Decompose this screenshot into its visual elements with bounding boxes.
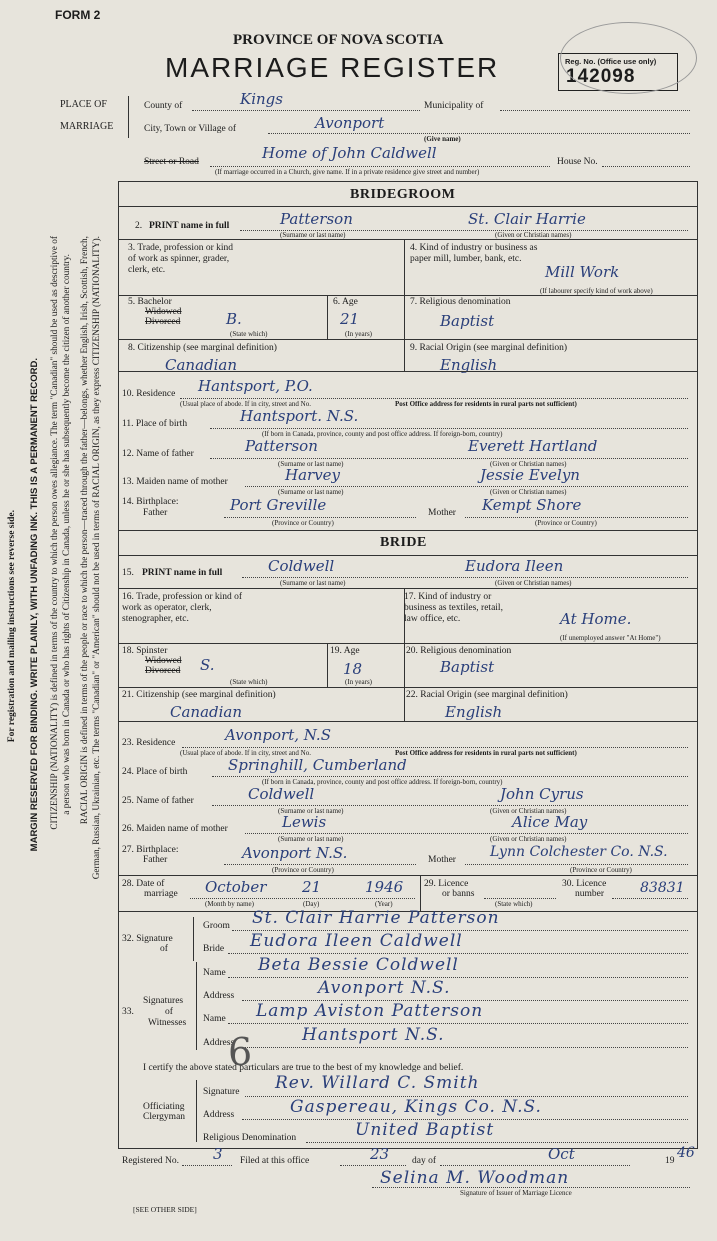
licence-label-2: or banns <box>442 889 475 899</box>
wit-label-2: of <box>165 1007 173 1017</box>
margin-line-6: German, Russian, Ukrainian, etc. The terms "Canadian" or "American" should not be used in terms of RACIAL ORIGIN, as they express CITIZENSHIP (NATIONALITY). <box>92 236 102 880</box>
clergy-religion: United Baptist <box>355 1120 495 1140</box>
certify-text: I certify the above stated particulars are true to the best of my knowledge and belief. <box>143 1063 464 1073</box>
witness2-address: Hantsport N.S. <box>302 1025 445 1045</box>
bride-bp-mother-cap: (Province or Country) <box>570 866 632 874</box>
marriage-date-label-1: 28. Date of <box>122 879 165 889</box>
bride-heading: BRIDE <box>380 535 427 550</box>
bride-mother-surname: Lewis <box>282 813 327 831</box>
bride-birthplace: Springhill, Cumberland <box>228 756 407 774</box>
bride-mother-surname-cap: (Surname or last name) <box>278 835 344 843</box>
marriage-month-cap: (Month by name) <box>205 900 254 908</box>
groom-bp-mother: Kempt Shore <box>482 496 582 514</box>
groom-signature: St. Clair Harrie Patterson <box>252 908 500 928</box>
bride-bp-mother: Lynn Colchester Co. N.S. <box>490 844 668 860</box>
groom-father-given: Everett Hartland <box>468 437 598 455</box>
bride-bp-father-label: Father <box>143 855 168 865</box>
groom-status-label-1: 5. Bachelor <box>128 297 172 307</box>
groom-name-label: PRINT name in full <box>149 221 230 231</box>
bride-state-cap: (State which) <box>230 678 268 686</box>
marriage-year-cap: (Year) <box>375 900 393 908</box>
filed-day: 23 <box>370 1145 390 1163</box>
bride-age-cap: (In years) <box>345 678 373 686</box>
groom-name-num: 2. <box>135 221 143 231</box>
street-label: Street or Road <box>144 157 199 167</box>
filed-month: Oct <box>548 1145 575 1163</box>
see-other-side: [SEE OTHER SIDE] <box>133 1205 197 1214</box>
wit-label-1: Signatures <box>143 996 184 1006</box>
groom-mother-given: Jessie Evelyn <box>480 466 580 484</box>
groom-industry-label: 4. Kind of industry or business as paper mill, lumber, bank, etc. <box>410 243 538 264</box>
wit1-address-label: Address <box>203 991 235 1001</box>
bride-industry-label: 17. Kind of industry or business as textiles, retail, law office, etc. <box>404 592 503 624</box>
bride-father-surname: Coldwell <box>248 785 315 803</box>
marriage-date-label-2: marriage <box>144 889 178 899</box>
groom-industry-cap: (If labourer specify kind of work above) <box>540 287 653 295</box>
bridegroom-heading: BRIDEGROOM <box>350 187 456 202</box>
street-value: Home of John Caldwell <box>262 144 437 162</box>
bride-status-label-3: Divorced <box>145 666 181 676</box>
city-label: City, Town or Village of <box>144 124 236 134</box>
wit2-address-label: Address <box>203 1038 235 1048</box>
clergy-label-1: Officiating <box>143 1102 185 1112</box>
groom-bp-father-label: Father <box>143 508 168 518</box>
bride-father-given-cap: (Given or Christian names) <box>490 807 567 815</box>
licence-no-label-2: number <box>575 889 605 899</box>
street-note: (If marriage occurred in a Church, give name. If in a private residence give street and number) <box>215 168 480 176</box>
house-label: House No. <box>557 157 598 167</box>
bride-given-cap: (Given or Christian names) <box>495 579 572 587</box>
groom-birthplace-cap: (If born in Canada, province, county and post office address. If foreign-born, country) <box>262 430 503 438</box>
licence-no-label-1: 30. Licence <box>562 879 607 889</box>
form-label: FORM 2 <box>55 8 101 22</box>
groom-age-label: 6. Age <box>333 297 358 307</box>
groom-sig-label: Groom <box>203 921 230 931</box>
sig-label-2: of <box>160 944 168 954</box>
wit2-name-label: Name <box>203 1014 226 1024</box>
bride-birthplace-cap: (If born in Canada, province, county and post office address. If foreign-born, country) <box>262 778 503 786</box>
place-heading-2: MARRIAGE <box>60 121 114 132</box>
groom-mother-label: 13. Maiden name of mother <box>122 477 228 487</box>
county-label: County of <box>144 101 183 111</box>
marriage-month: October <box>205 878 267 896</box>
sig-label-1: 32. Signature <box>122 934 173 944</box>
bride-mother-label: 26. Maiden name of mother <box>122 824 228 834</box>
bride-citizenship: Canadian <box>170 703 243 721</box>
bride-father-label: 25. Name of father <box>122 796 194 806</box>
clergy-religion-label: Religious Denomination <box>203 1133 297 1143</box>
bride-surname-cap: (Surname or last name) <box>280 579 346 587</box>
groom-mother-surname-cap: (Surname or last name) <box>278 488 344 496</box>
issuer-signature: Selina M. Woodman <box>380 1168 570 1188</box>
bride-bp-father-cap: (Province or Country) <box>272 866 334 874</box>
groom-given: St. Clair Harrie <box>468 210 586 228</box>
groom-age: 21 <box>340 310 360 328</box>
stamp-circle <box>560 22 697 94</box>
groom-trade-label: 3. Trade, profession or kind of work as spinner, grader, clerk, etc. <box>128 243 234 275</box>
groom-residence: Hantsport, P.O. <box>198 377 313 395</box>
reg-no-label: Reg. No. (Office use only) <box>565 57 657 66</box>
witness1-name: Beta Bessie Coldwell <box>258 955 459 975</box>
licence-label-1: 29. Licence <box>424 879 469 889</box>
groom-surname-cap: (Surname or last name) <box>280 231 346 239</box>
sig-brace <box>193 917 199 961</box>
groom-father-surname: Patterson <box>245 437 318 455</box>
groom-citizenship-label: 8. Citizenship (see marginal definition) <box>128 343 277 353</box>
licence-state-cap: (State which) <box>495 900 533 908</box>
bride-status-label-2: Widowed <box>145 656 182 666</box>
groom-status: B. <box>226 310 242 328</box>
groom-citizenship: Canadian <box>165 356 238 374</box>
marriage-year: 1946 <box>365 878 404 896</box>
registered-no: 3 <box>213 1145 223 1163</box>
licence-no: 83831 <box>640 880 685 896</box>
bride-racial-label: 22. Racial Origin (see marginal definition) <box>406 690 568 700</box>
margin-mark: 6 <box>228 1030 253 1074</box>
groom-religion: Baptist <box>440 312 495 330</box>
bride-residence-label: 23. Residence <box>122 738 176 748</box>
reg-no-value: 142098 <box>566 66 636 87</box>
bride-father-surname-cap: (Surname or last name) <box>278 807 344 815</box>
groom-bp-mother-cap: (Province or Country) <box>535 519 597 527</box>
groom-father-label: 12. Name of father <box>122 449 194 459</box>
bride-racial: English <box>445 703 503 721</box>
page-title: MARRIAGE REGISTER <box>165 52 500 83</box>
groom-bp-label: 14. Birthplace: <box>122 497 179 507</box>
clergy-brace <box>196 1080 202 1142</box>
bride-age: 18 <box>343 660 363 678</box>
groom-birthplace: Hantsport. N.S. <box>240 407 359 425</box>
margin-line-1: For registration and mailing instructions see reverse side. <box>7 510 17 743</box>
year-prefix: 19 <box>665 1156 675 1166</box>
clergy-sig-label: Signature <box>203 1087 240 1097</box>
bride-bp-father: Avonport N.S. <box>242 844 348 862</box>
municipality-label: Municipality of <box>424 101 484 111</box>
bride-trade-label: 16. Trade, profession or kind of work as operator, clerk, stenographer, etc. <box>122 592 243 624</box>
groom-mother-given-cap: (Given or Christian names) <box>490 488 567 496</box>
bride-name-label: PRINT name in full <box>142 568 223 578</box>
marriage-day: 21 <box>302 878 322 896</box>
groom-mother-surname: Harvey <box>285 466 341 484</box>
bride-birthplace-label: 24. Place of birth <box>122 767 188 777</box>
clergy-address: Gaspereau, Kings Co. N.S. <box>290 1097 542 1117</box>
groom-status-label-3: Divorced <box>145 317 181 327</box>
county-value: Kings <box>240 90 283 108</box>
bride-age-label: 19. Age <box>330 646 360 656</box>
bride-sig-label: Bride <box>203 944 225 954</box>
day-of-label: day of <box>412 1156 437 1166</box>
witness1-address: Avonport N.S. <box>318 978 451 998</box>
bride-religion-label: 20. Religious denomination <box>406 646 512 656</box>
groom-racial-label: 9. Racial Origin (see marginal definition) <box>410 343 568 353</box>
groom-father-surname-cap: (Surname or last name) <box>278 460 344 468</box>
groom-bp-father-cap: (Province or Country) <box>272 519 334 527</box>
year-suffix: 46 <box>677 1145 695 1161</box>
bride-residence-note-b: Post Office address for residents in rural parts not sufficient) <box>395 749 577 757</box>
registered-label: Registered No. <box>122 1156 179 1166</box>
groom-surname: Patterson <box>280 210 353 228</box>
city-value: Avonport <box>315 114 385 132</box>
groom-age-cap: (In years) <box>345 330 373 338</box>
wit1-name-label: Name <box>203 968 226 978</box>
bride-religion: Baptist <box>440 658 495 676</box>
margin-line-4: a person who was born in Canada or who has rights of Citizenship in Canada, unless he or she has subsequently become the citizen of another country. <box>62 254 72 815</box>
bride-industry-cap: (If unemployed answer "At Home") <box>560 634 661 642</box>
bride-bp-mother-label: Mother <box>428 855 456 865</box>
groom-residence-label: 10. Residence <box>122 389 176 399</box>
marriage-day-cap: (Day) <box>303 900 320 908</box>
groom-religion-label: 7. Religious denomination <box>410 297 511 307</box>
bride-name-num: 15. <box>122 568 134 578</box>
margin-line-3: CITIZENSHIP (NATIONALITY) is defined in terms of the country to which the person owes allegiance. The term "Canadian" should be used as descriptive of <box>50 236 60 830</box>
bride-citizenship-label: 21. Citizenship (see marginal definition) <box>122 690 276 700</box>
bride-residence-note-a: (Usual place of abode. If in city, street and No. <box>180 749 311 757</box>
groom-residence-note-b: Post Office address for residents in rural parts not sufficient) <box>395 400 577 408</box>
groom-bp-father: Port Greville <box>230 496 327 514</box>
bride-father-given: John Cyrus <box>500 785 584 803</box>
place-brace <box>128 96 134 138</box>
give-name-caption: (Give name) <box>424 135 461 143</box>
bride-signature: Eudora Ileen Caldwell <box>250 931 463 951</box>
clergy-signature: Rev. Willard C. Smith <box>275 1073 480 1093</box>
issuer-cap: Signature of Issuer of Marriage Licence <box>460 1189 572 1197</box>
groom-birthplace-label: 11. Place of birth <box>122 419 188 429</box>
place-heading-1: PLACE OF <box>60 99 107 110</box>
wit-label-3: Witnesses <box>148 1018 187 1028</box>
groom-residence-note-a: (Usual place of abode. If in city, street and No. <box>180 400 311 408</box>
groom-father-given-cap: (Given or Christian names) <box>490 460 567 468</box>
margin-line-2: MARGIN RESERVED FOR BINDING. WRITE PLAINLY, WITH UNFADING INK. THIS IS A PERMANENT RECORD. <box>29 358 40 852</box>
witness2-name: Lamp Aviston Patterson <box>256 1001 484 1021</box>
bride-surname: Coldwell <box>268 557 335 575</box>
groom-given-cap: (Given or Christian names) <box>495 231 572 239</box>
bride-industry: At Home. <box>560 610 632 628</box>
clergy-label-2: Clergyman <box>143 1112 186 1122</box>
groom-industry: Mill Work <box>545 263 620 281</box>
groom-racial: English <box>440 356 498 374</box>
bride-status-label-1: 18. Spinster <box>122 646 168 656</box>
province-heading: PROVINCE OF NOVA SCOTIA <box>233 32 444 48</box>
bride-given: Eudora Ileen <box>465 557 564 575</box>
groom-status-label-2: Widowed <box>145 307 182 317</box>
groom-state-cap: (State which) <box>230 330 268 338</box>
bride-residence: Avonport, N.S <box>225 726 331 744</box>
bride-mother-given-cap: (Given or Christian names) <box>490 835 567 843</box>
groom-bp-mother-label: Mother <box>428 508 456 518</box>
bride-mother-given: Alice May <box>512 813 588 831</box>
filed-label: Filed at this office <box>240 1156 310 1166</box>
clergy-address-label: Address <box>203 1110 235 1120</box>
bride-status: S. <box>200 656 215 674</box>
margin-line-5: RACIAL ORIGIN is defined in terms of the people or race to which the person—traced through the father—belongs, whether English, Irish, Scottish, French, <box>80 236 90 825</box>
bride-bp-label: 27. Birthplace: <box>122 845 179 855</box>
wit-num: 33. <box>122 1007 134 1017</box>
wit-brace <box>196 962 202 1050</box>
